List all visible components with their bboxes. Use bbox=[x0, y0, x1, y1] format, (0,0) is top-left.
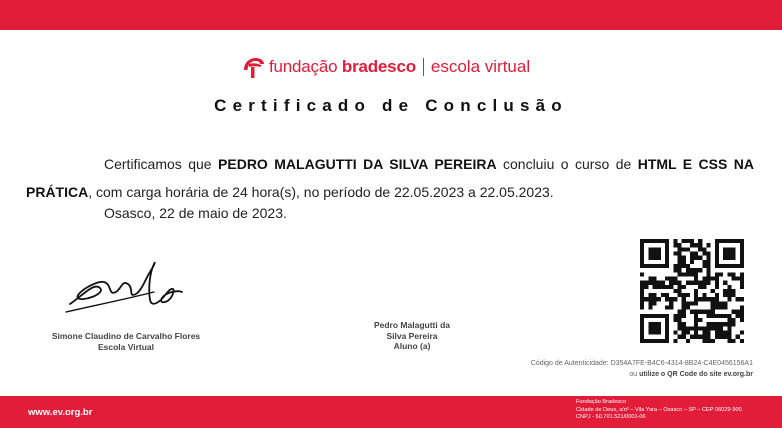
certificate-title: Certificado de Conclusão bbox=[214, 96, 568, 115]
logo-prefix: fundação bbox=[269, 57, 338, 76]
authenticity-label: Código de Autenticidade: bbox=[530, 360, 609, 367]
workload-text: , com carga horária de 24 hora(s), no período de 22.05.2023 a 22.05.2023. bbox=[88, 184, 554, 200]
footer-cnpj: CNPJ - 60.701.521/0001-06 bbox=[576, 414, 646, 421]
hint-bold: utilize o QR Code do site bbox=[639, 371, 722, 378]
top-band bbox=[0, 0, 782, 30]
footer-org: Fundação Bradesco bbox=[576, 399, 627, 405]
course-name: HTML E CSS NA PRÁTICA bbox=[26, 156, 754, 200]
concluded-text: concluiu o curso de bbox=[503, 156, 632, 172]
footer-site-link[interactable]: www.ev.org.br bbox=[28, 407, 93, 418]
certificate-body bbox=[26, 150, 754, 206]
issuer-signature bbox=[62, 252, 192, 322]
bradesco-tree-icon bbox=[240, 54, 266, 80]
student-name-line2: Silva Pereira bbox=[386, 330, 438, 341]
footer-address-line: Cidade de Deus, s/nº – Vila Yara – Osasco – SP – CEP 06029-900 bbox=[576, 406, 742, 413]
hint-prefix: ou bbox=[629, 371, 638, 378]
student-role: Aluno (a) bbox=[393, 341, 431, 351]
authenticity-value: D354A7FE-B4C6-4314-8B24-C4E0456156A1 bbox=[610, 360, 753, 367]
issuer-name: Simone Claudino de Carvalho Flores bbox=[51, 331, 201, 341]
qr-modules bbox=[640, 239, 744, 343]
authenticity-hint bbox=[460, 371, 753, 378]
issue-date: Osasco, 22 de maio de 2023. bbox=[104, 205, 287, 221]
student-signature-block bbox=[352, 320, 472, 352]
intro-text: Certificamos que bbox=[104, 156, 212, 172]
student-name: PEDRO MALAGUTTI DA SILVA PEREIRA bbox=[218, 156, 497, 172]
footer-address bbox=[576, 399, 742, 422]
logo-sub: escola virtual bbox=[430, 57, 531, 76]
hint-site-link[interactable]: ev.org.br bbox=[723, 371, 753, 378]
logo-brand: bradesco bbox=[341, 57, 416, 76]
issuer-role: Escola Virtual bbox=[97, 342, 155, 352]
fundacao-bradesco-logo bbox=[240, 52, 530, 82]
qr-code[interactable] bbox=[640, 239, 744, 343]
logo-separator bbox=[423, 58, 424, 76]
student-name-line1: Pedro Malagutti da bbox=[373, 320, 451, 330]
authenticity-code bbox=[460, 360, 753, 367]
footer-band bbox=[0, 396, 782, 428]
